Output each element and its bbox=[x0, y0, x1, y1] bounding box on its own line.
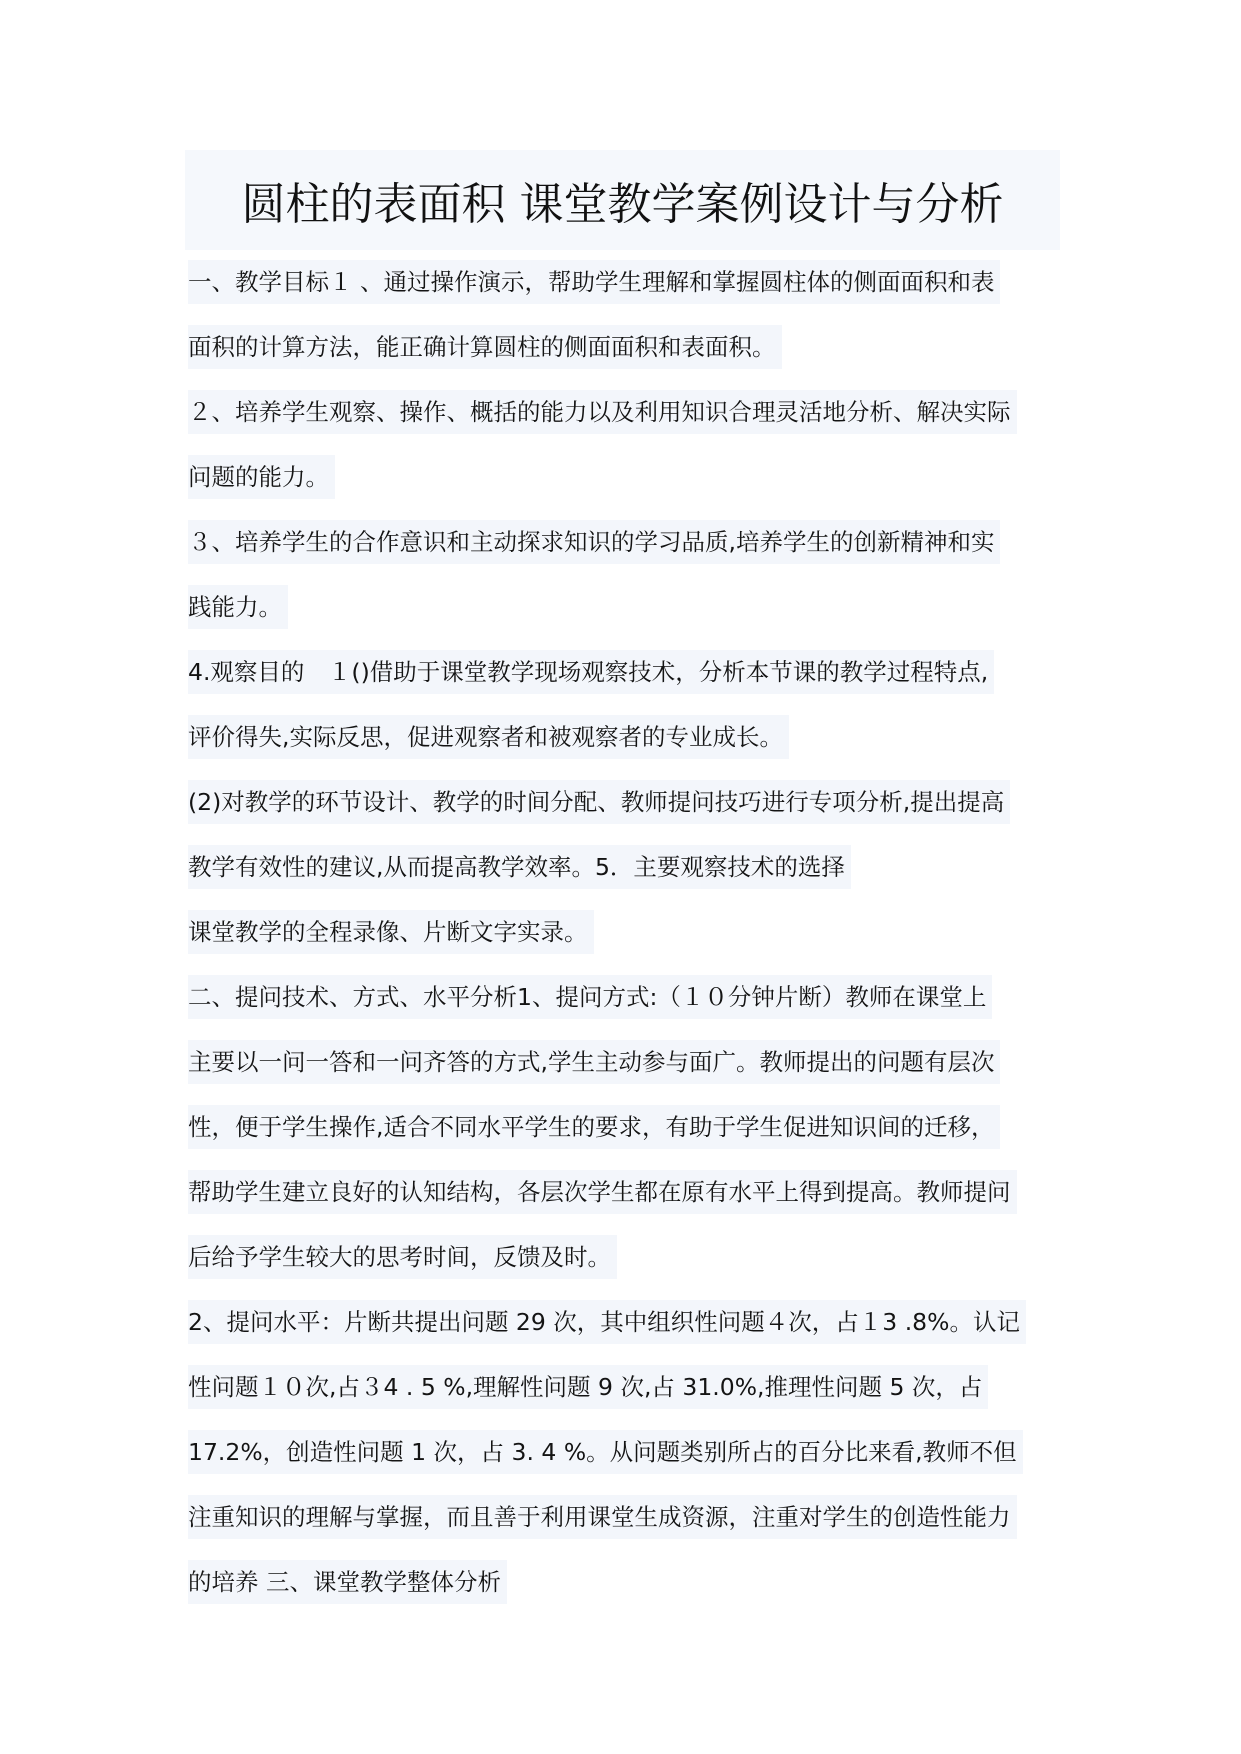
text-line: 面积的计算方法，能正确计算圆柱的侧面面积和表面积。 bbox=[188, 325, 782, 369]
text-line: 主要以一问一答和一问齐答的方式,学生主动参与面广。教师提出的问题有层次 bbox=[188, 1040, 1000, 1084]
text-line: 17.2%，创造性问题 1 次，占 3. 4 %。从问题类别所占的百分比来看,教师不但 bbox=[188, 1430, 1023, 1474]
text-line: 2、提问水平：片断共提出问题 29 次，其中组织性问题４次，占１3 .8%。认记 bbox=[188, 1300, 1026, 1344]
text-line: 的培养﻿ 三、课堂教学整体分析 bbox=[188, 1560, 507, 1604]
text-line: 践能力。 bbox=[188, 585, 288, 629]
text-line: 一、教学目标１ ﻿、通过操作演示，帮助学生理解和掌握圆柱体的侧面面积和表 bbox=[188, 260, 1000, 304]
text-line: 课堂教学的全程录像、片断文字实录。 bbox=[188, 910, 594, 954]
text-line: (2)对教学的环节设计、教学的时间分配、教师提问技巧进行专项分析,提出提高 bbox=[188, 780, 1010, 824]
text-line: 后给予学生较大的思考时间，反馈及时。 bbox=[188, 1235, 617, 1279]
text-line: 评价得失,实际反思，促进观察者和被观察者的专业成长。 bbox=[188, 715, 789, 759]
text-line: 二、提问技术、方式、水平分析1﻿、提问方式:（１０分钟片断）教师在课堂上 bbox=[188, 975, 992, 1019]
text-line: ３、培养学生的合作意识和主动探求知识的学习品质,培养学生的创新精神和实 bbox=[188, 520, 1000, 564]
text-line: 性，便于学生操作,适合不同水平学生的要求，有助于学生促进知识间的迁移， bbox=[188, 1105, 1000, 1149]
text-line: 性问题１０次,占３4 . 5 %,理解性问题 9 次,占 31.0%,推理性问题 5 次，占 bbox=[188, 1365, 988, 1409]
text-line: 注重知识的理解与掌握，而且善于利用课堂生成资源，注重对学生的创造性能力 bbox=[188, 1495, 1017, 1539]
document-title: 圆柱的表面积 课堂教学案例设计与分析 bbox=[241, 179, 1004, 230]
text-line: 帮助学生建立良好的认知结构，各层次学生都在原有水平上得到提高。教师提问 bbox=[188, 1170, 1017, 1214]
text-line: 教学有效性的建议,从而提高教学效率。5﻿．主要观察技术的选择 bbox=[188, 845, 851, 889]
text-line: ２、培养学生观察、操作、概括的能力以及利用知识合理灵活地分析、解决实际 bbox=[188, 390, 1017, 434]
text-line: 问题的能力。 bbox=[188, 455, 335, 499]
title-banner bbox=[185, 150, 1060, 250]
text-line: 4.观察目的 １(﻿)借助于课堂教学现场观察技术，分析本节课的教学过程特点, bbox=[188, 650, 994, 694]
